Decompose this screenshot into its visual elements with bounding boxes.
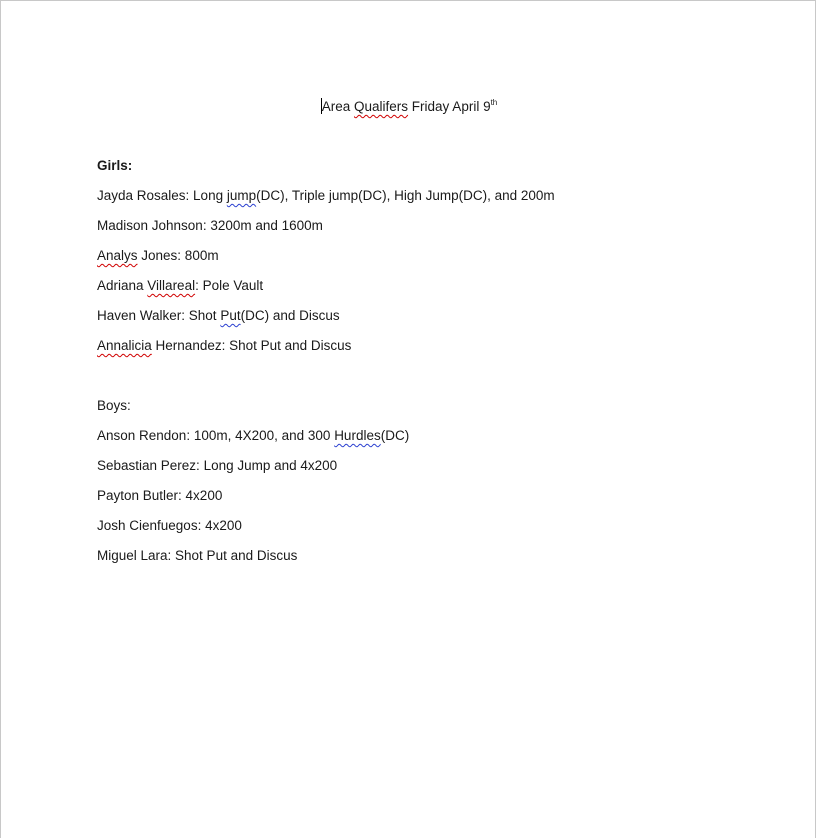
grammar-flagged-word[interactable]: Put	[220, 308, 241, 323]
girls-entry-haven	[97, 308, 340, 324]
girls-entry-jayda	[97, 188, 555, 204]
boys-entry-anson	[97, 428, 409, 444]
boys-heading: Boys:	[97, 398, 131, 413]
entry-text: Josh Cienfuegos: 4x200	[97, 518, 242, 533]
boys-entry-sebastian	[97, 458, 337, 474]
entry-text: Madison Johnson: 3200m and 1600m	[97, 218, 323, 233]
entry-text: (DC), Triple jump(DC), High Jump(DC), and 200m	[256, 188, 555, 203]
entry-text: Adriana	[97, 278, 148, 293]
grammar-flagged-word[interactable]: Hurdles	[334, 428, 381, 443]
misspelled-word[interactable]: Villareal	[147, 278, 196, 293]
entry-text: : Pole Vault	[195, 278, 264, 293]
girls-entry-madison	[97, 218, 323, 234]
entry-text: Payton Butler: 4x200	[97, 488, 223, 503]
boys-entry-josh	[97, 518, 242, 534]
girls-entry-annalicia	[97, 338, 351, 354]
title-text-pre: Area	[321, 99, 355, 114]
title-ordinal-suffix: th	[490, 98, 498, 107]
title-text-post: Friday April 9	[408, 99, 491, 114]
entry-text: Jayda Rosales: Long	[97, 188, 227, 203]
boys-entry-miguel	[97, 548, 297, 564]
entry-text: (DC) and Discus	[240, 308, 340, 323]
girls-entry-analys	[97, 248, 219, 264]
entry-text: Haven Walker: Shot	[97, 308, 221, 323]
entry-text: Sebastian Perez: Long Jump and 4x200	[97, 458, 338, 473]
title-misspelled-word[interactable]: Qualifers	[354, 99, 409, 114]
girls-heading: Girls:	[97, 158, 133, 173]
entry-text: Hernandez: Shot Put and Discus	[151, 338, 352, 353]
entry-text: Miguel Lara: Shot Put and Discus	[97, 548, 298, 563]
boys-entry-payton	[97, 488, 222, 504]
entry-text: Jones: 800m	[137, 248, 219, 263]
entry-text: Anson Rendon: 100m, 4X200, and 300	[97, 428, 335, 443]
document-title	[1, 98, 816, 114]
grammar-flagged-word[interactable]: jump	[226, 188, 257, 203]
misspelled-word[interactable]: Annalicia	[97, 338, 152, 353]
girls-entry-adriana	[97, 278, 263, 294]
misspelled-word[interactable]: Analys	[97, 248, 138, 263]
entry-text: (DC)	[380, 428, 410, 443]
